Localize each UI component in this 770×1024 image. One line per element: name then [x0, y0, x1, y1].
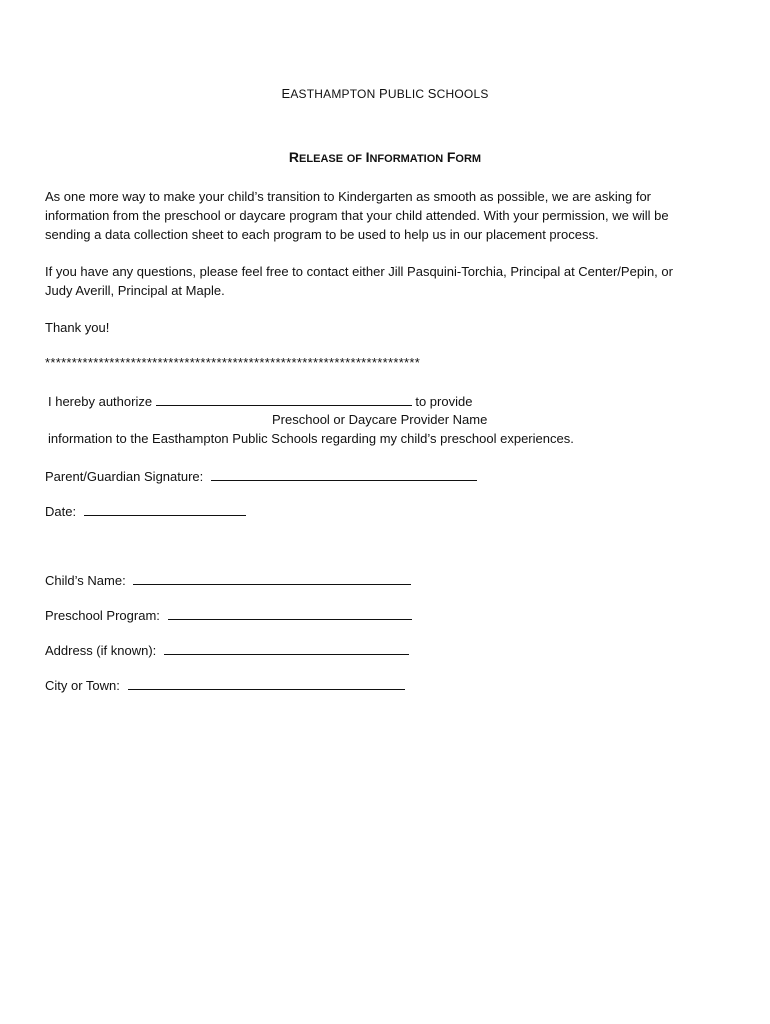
- date-label: Date:: [45, 504, 77, 519]
- preschool-program-row: [45, 607, 412, 623]
- city-row: [45, 677, 405, 693]
- contact-paragraph: [45, 262, 673, 300]
- contact-line: If you have any questions, please feel free to contact either Jill Pasquini-Torchia, Principal at Center/Pepin, or: [45, 264, 673, 279]
- child-name-row: [45, 572, 411, 588]
- address-label: Address (if known):: [45, 643, 157, 658]
- provider-name-caption: Preschool or Daycare Provider Name: [272, 412, 488, 427]
- city-label: City or Town:: [45, 678, 120, 693]
- separator-line: **********************************************************************: [45, 355, 421, 370]
- city-blank[interactable]: [128, 677, 405, 690]
- date-blank[interactable]: [84, 503, 246, 516]
- preschool-program-blank[interactable]: [168, 607, 412, 620]
- school-name: EASTHAMPTON PUBLIC SCHOOLS: [281, 86, 489, 101]
- date-row: [45, 503, 246, 519]
- contact-line: Judy Averill, Principal at Maple.: [45, 283, 225, 298]
- thank-you-text: Thank you!: [45, 320, 110, 335]
- authorization-row: [48, 393, 472, 409]
- signature-blank[interactable]: [211, 468, 477, 481]
- intro-paragraph: [45, 187, 669, 244]
- preschool-program-label: Preschool Program:: [45, 608, 160, 623]
- intro-line: As one more way to make your child’s transition to Kindergarten as smooth as possible, we are asking for: [45, 189, 652, 204]
- intro-line: information from the preschool or daycare program that your child attended. With your permission, we will be: [45, 208, 669, 223]
- child-name-blank[interactable]: [133, 572, 411, 585]
- address-blank[interactable]: [164, 642, 409, 655]
- authorize-prefix: I hereby authorize: [48, 394, 153, 409]
- form-title: RELEASE OF INFORMATION FORM: [288, 149, 482, 165]
- authorize-suffix: to provide: [415, 394, 473, 409]
- signature-label: Parent/Guardian Signature:: [45, 469, 204, 484]
- provider-name-blank[interactable]: [156, 393, 412, 406]
- child-name-label: Child’s Name:: [45, 573, 126, 588]
- authorization-continuation: information to the Easthampton Public Schools regarding my child’s preschool experiences.: [48, 431, 574, 446]
- signature-row: [45, 468, 477, 484]
- intro-line: sending a data collection sheet to each program to be used to help us in our placement process.: [45, 227, 599, 242]
- address-row: [45, 642, 409, 658]
